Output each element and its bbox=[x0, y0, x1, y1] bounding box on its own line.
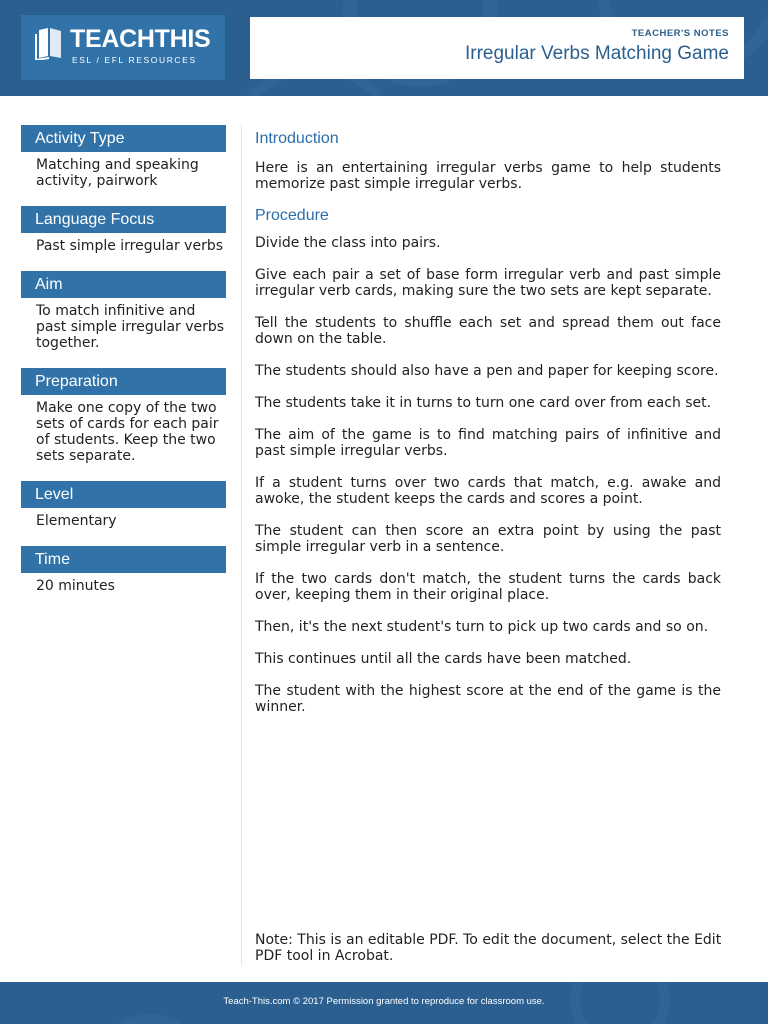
procedure-step: The student with the highest score at the end of the game is the winner. bbox=[255, 683, 721, 715]
procedure-heading: Procedure bbox=[255, 207, 329, 224]
procedure-step: Then, it's the next student's turn to pick up two cards and so on. bbox=[255, 619, 709, 635]
teachers-notes-label: TEACHER'S NOTES bbox=[631, 28, 729, 39]
main-content bbox=[255, 129, 721, 731]
sidebar-language-focus bbox=[21, 206, 226, 254]
sidebar-heading: Level bbox=[21, 481, 226, 508]
page-footer bbox=[0, 982, 768, 1024]
sidebar-aim bbox=[21, 271, 226, 351]
column-divider bbox=[241, 125, 242, 965]
sidebar-heading: Preparation bbox=[21, 368, 226, 395]
procedure-step: Tell the students to shuffle each set and spread them out face down on the table. bbox=[255, 315, 721, 347]
procedure-step: If a student turns over two cards that match, e.g. awake and awoke, the student keeps the cards and scores a point. bbox=[255, 475, 721, 507]
book-icon bbox=[35, 26, 65, 60]
sidebar-heading: Time bbox=[21, 546, 226, 573]
procedure-step: Divide the class into pairs. bbox=[255, 235, 441, 251]
info-sidebar bbox=[21, 125, 226, 611]
sidebar-text: Make one copy of the two sets of cards for each pair of students. Keep the two sets separate. bbox=[36, 400, 219, 464]
sidebar-level bbox=[21, 481, 226, 529]
page-header bbox=[0, 0, 768, 96]
sidebar-text: 20 minutes bbox=[36, 578, 115, 594]
introduction-text: Here is an entertaining irregular verbs game to help students memorize past simple irregular verbs. bbox=[255, 160, 721, 192]
sidebar-preparation bbox=[21, 368, 226, 464]
procedure-step: The student can then score an extra point by using the past simple irregular verb in a sentence. bbox=[255, 523, 721, 555]
logo-tagline: ESL / EFL RESOURCES bbox=[72, 55, 197, 65]
sidebar-heading: Language Focus bbox=[21, 206, 226, 233]
procedure-step: Give each pair a set of base form irregular verb and past simple irregular verb cards, making sure the two sets are kept separate. bbox=[255, 267, 721, 299]
sidebar-text: To match infinitive and past simple irregular verbs together. bbox=[36, 303, 225, 351]
sidebar-heading: Activity Type bbox=[21, 125, 226, 152]
procedure-steps bbox=[255, 235, 721, 715]
logo-wordmark: TEACHTHIS bbox=[70, 25, 211, 53]
sidebar-text: Elementary bbox=[36, 513, 117, 529]
editable-pdf-note: Note: This is an editable PDF. To edit the document, select the Edit PDF tool in Acrobat. bbox=[255, 932, 722, 964]
procedure-step: If the two cards don't match, the student turns the cards back over, keeping them in their original place. bbox=[255, 571, 721, 603]
introduction-heading: Introduction bbox=[255, 130, 339, 147]
procedure-step: The students take it in turns to turn one card over from each set. bbox=[255, 395, 712, 411]
sidebar-activity-type bbox=[21, 125, 226, 189]
sidebar-heading: Aim bbox=[21, 271, 226, 298]
title-panel bbox=[250, 17, 744, 79]
copyright-text: Teach-This.com © 2017 Permission granted to reproduce for classroom use. bbox=[223, 996, 545, 1007]
teachthis-logo[interactable] bbox=[21, 15, 225, 80]
procedure-step: The aim of the game is to find matching pairs of infinitive and past simple irregular verbs. bbox=[255, 427, 721, 459]
procedure-step: This continues until all the cards have been matched. bbox=[255, 651, 632, 667]
sidebar-text: Past simple irregular verbs bbox=[36, 238, 224, 254]
procedure-step: The students should also have a pen and paper for keeping score. bbox=[255, 363, 719, 379]
page-title: Irregular Verbs Matching Game bbox=[464, 43, 729, 64]
sidebar-time bbox=[21, 546, 226, 594]
sidebar-text: Matching and speaking activity, pairwork bbox=[36, 157, 199, 189]
